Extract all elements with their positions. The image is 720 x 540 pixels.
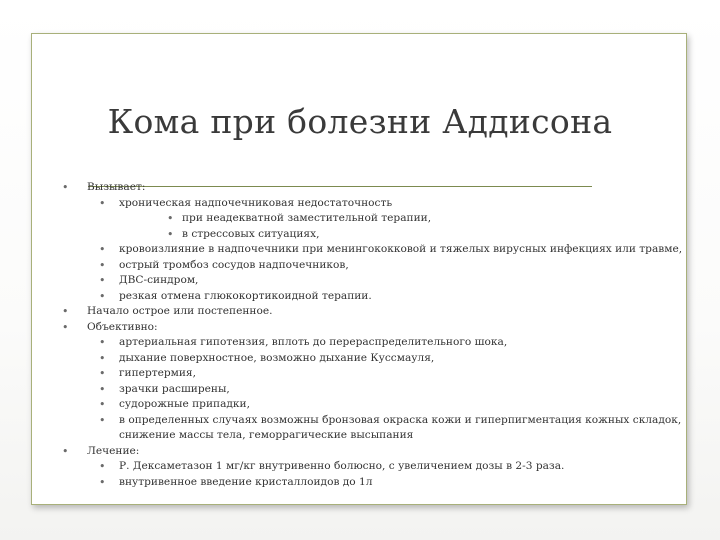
bullet-icon: • bbox=[99, 351, 106, 365]
list-item-text: кровоизлияние в надпочечники при менингококковой и тяжелых вирусных инфекциях или травме, bbox=[119, 243, 683, 255]
list-item bbox=[0, 335, 720, 351]
list-item bbox=[0, 289, 720, 305]
list-item bbox=[0, 397, 720, 413]
list-item-text: Начало острое или постепенное. bbox=[87, 305, 273, 317]
list-item bbox=[0, 211, 720, 227]
bullet-icon: • bbox=[62, 320, 69, 334]
bullet-icon: • bbox=[99, 243, 106, 256]
list-item bbox=[0, 242, 720, 258]
bullet-icon: • bbox=[99, 475, 106, 489]
bullet-icon: • bbox=[62, 305, 69, 318]
list-item-text: в определенных случаях возможны бронзовая окраска кожи и гиперпигментация кожных складок, bbox=[119, 413, 682, 426]
bullet-list bbox=[0, 180, 720, 490]
slide-title: Кома при болезни Аддисона bbox=[107, 102, 613, 141]
list-item-text: внутривенное введение кристаллоидов до 1л bbox=[119, 475, 373, 488]
list-item-text: при неадекватной заместительной терапии, bbox=[182, 212, 432, 224]
list-item bbox=[0, 227, 720, 243]
list-item bbox=[0, 304, 720, 320]
bullet-icon: • bbox=[99, 196, 106, 210]
list-item bbox=[0, 351, 720, 367]
list-item bbox=[0, 196, 720, 212]
list-item bbox=[0, 180, 720, 196]
list-item-text: резкая отмена глюкокортикоидной терапии. bbox=[119, 289, 372, 302]
list-item bbox=[0, 320, 720, 336]
list-item bbox=[0, 382, 720, 398]
bullet-icon: • bbox=[99, 382, 106, 396]
list-item-text: Объективно: bbox=[87, 320, 158, 333]
bullet-icon: • bbox=[99, 289, 106, 303]
list-item-text: острый тромбоз сосудов надпочечников, bbox=[119, 258, 349, 271]
list-item-continuation: снижение массы тела, геморрагические высыпания bbox=[119, 429, 414, 441]
list-item bbox=[0, 459, 720, 475]
list-item-text: гипертермия, bbox=[119, 367, 196, 379]
bullet-icon: • bbox=[62, 444, 69, 458]
bullet-icon: • bbox=[99, 367, 106, 380]
list-item-text: Р. Дексаметазон 1 мг/кг внутривенно болюсно, с увеличением дозы в 2-3 раза. bbox=[119, 460, 565, 472]
bullet-icon: • bbox=[99, 258, 106, 272]
list-item-text: в стрессовых ситуациях, bbox=[182, 227, 320, 240]
list-item bbox=[0, 444, 720, 460]
bullet-icon: • bbox=[99, 274, 106, 287]
list-item-text: ДВС-синдром, bbox=[119, 274, 199, 286]
list-item bbox=[0, 366, 720, 382]
bullet-icon: • bbox=[62, 181, 69, 194]
bullet-icon: • bbox=[99, 460, 106, 473]
bullet-icon: • bbox=[99, 413, 106, 427]
list-item-text: Вызывает: bbox=[87, 181, 146, 193]
list-item-text: хроническая надпочечниковая недостаточность bbox=[119, 196, 393, 209]
list-item-text: артериальная гипотензия, вплоть до перераспределительного шока, bbox=[119, 336, 508, 348]
list-item bbox=[0, 413, 720, 429]
list-item-text: дыхание поверхностное, возможно дыхание Куссмауля, bbox=[119, 351, 435, 364]
list-item-text: Лечение: bbox=[87, 444, 140, 457]
list-item-text: зрачки расширены, bbox=[119, 382, 230, 395]
list-item bbox=[0, 258, 720, 274]
list-item bbox=[0, 475, 720, 491]
bullet-icon: • bbox=[99, 398, 106, 411]
bullet-icon: • bbox=[167, 227, 174, 241]
list-item bbox=[0, 273, 720, 289]
bullet-icon: • bbox=[167, 212, 174, 225]
bullet-icon: • bbox=[99, 336, 106, 349]
list-item-text: судорожные припадки, bbox=[119, 398, 250, 410]
